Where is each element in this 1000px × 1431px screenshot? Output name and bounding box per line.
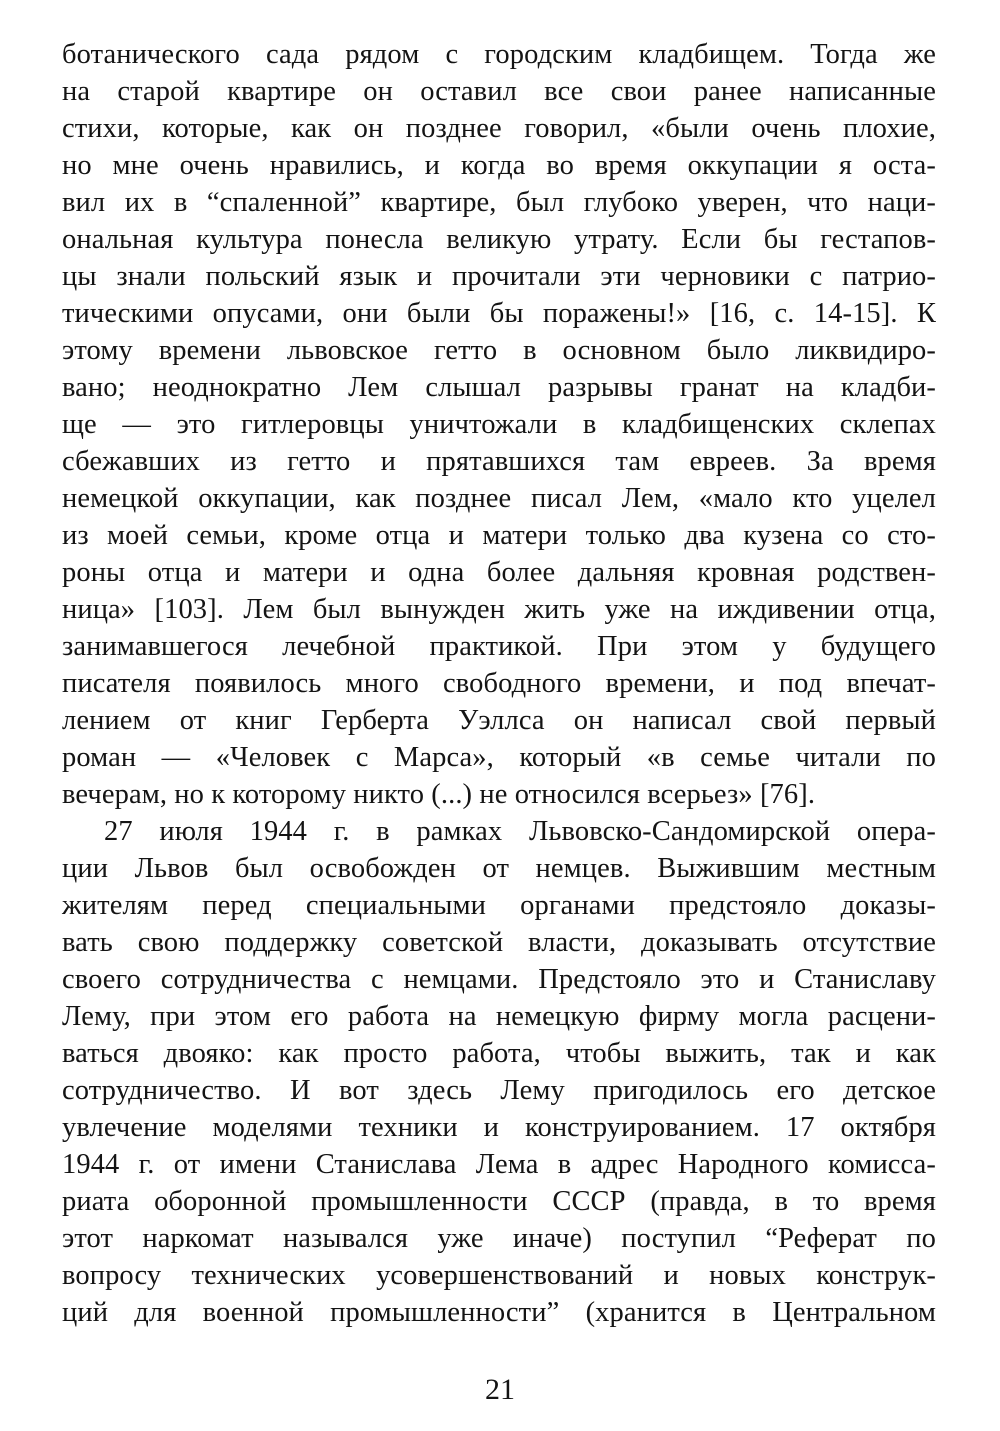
text-line: ональная культура понесла великую утрату. Если бы гестапов- [62, 224, 936, 255]
text-line: на старой квартире он оставил все свои ранее написанные [62, 76, 936, 107]
text-line: ботанического сада рядом с городским кладбищем. Тогда же [62, 39, 936, 70]
text-line: риата оборонной промышленности СССР (правда, в то время [62, 1186, 936, 1217]
text-line: этот наркомат назывался уже иначе) поступил “Реферат по [62, 1223, 936, 1254]
text-line: роман — «Человек с Марса», который «в семье читали по [62, 742, 936, 773]
text-line: увлечение моделями техники и конструированием. 17 октября [62, 1112, 936, 1143]
text-line: немецкой оккупации, как позднее писал Лем, «мало кто уцелел [62, 483, 936, 514]
text-line: Лему, при этом его работа на немецкую фирму могла расцени- [62, 1001, 936, 1032]
text-line: вопросу технических усовершенствований и новых конструк- [62, 1260, 936, 1291]
text-line: из моей семьи, кроме отца и матери только два кузена со сто- [62, 520, 936, 551]
text-line: ваться двояко: как просто работа, чтобы выжить, так и как [62, 1038, 936, 1069]
text-line: вечерам, но к которому никто (...) не относился всерьез» [76]. [62, 779, 816, 810]
text-line: своего сотрудничества с немцами. Предстояло это и Станиславу [62, 964, 936, 995]
page-number: 21 [485, 1373, 515, 1406]
text-line: ще — это гитлеровцы уничтожали в кладбищенских склепах [62, 409, 936, 440]
text-line: тическими опусами, они были бы поражены!» [16, с. 14-15]. К [62, 298, 936, 329]
text-line: сбежавших из гетто и прятавшихся там евреев. За время [62, 446, 936, 477]
text-line: вил их в “спаленной” квартире, был глубоко уверен, что наци- [62, 187, 936, 218]
text-line: вать свою поддержку советской власти, доказывать отсутствие [62, 927, 936, 958]
text-line: лением от книг Герберта Уэллса он написал свой первый [62, 705, 936, 736]
text-line: 27 июля 1944 г. в рамках Львовско-Сандомирской опера- [104, 816, 936, 847]
text-line: занимавшегося лечебной практикой. При этом у будущего [62, 631, 936, 662]
text-line: цы знали польский язык и прочитали эти черновики с патрио- [62, 261, 936, 292]
text-line: ница» [103]. Лем был вынужден жить уже на иждивении отца, [62, 594, 936, 625]
text-line: жителям перед специальными органами предстояло доказы- [62, 890, 936, 921]
text-line: писателя появилось много свободного времени, и под впечат- [62, 668, 936, 699]
text-line: стихи, которые, как он позднее говорил, «были очень плохие, [62, 113, 936, 144]
text-line: ции Львов был освобожден от немцев. Выжившим местным [62, 853, 936, 884]
text-line: 1944 г. от имени Станислава Лема в адрес Народного комисса- [62, 1149, 936, 1180]
text-line: роны отца и матери и одна более дальняя кровная родствен- [62, 557, 936, 588]
text-line: сотрудничество. И вот здесь Лему пригодилось его детское [62, 1075, 936, 1106]
text-line: ций для военной промышленности” (хранится в Центральном [62, 1297, 936, 1328]
text-line: но мне очень нравились, и когда во время оккупации я оста- [62, 150, 936, 181]
text-line: вано; неоднократно Лем слышал разрывы гранат на кладби- [62, 372, 936, 403]
text-line: этому времени львовское гетто в основном было ликвидиро- [62, 335, 936, 366]
